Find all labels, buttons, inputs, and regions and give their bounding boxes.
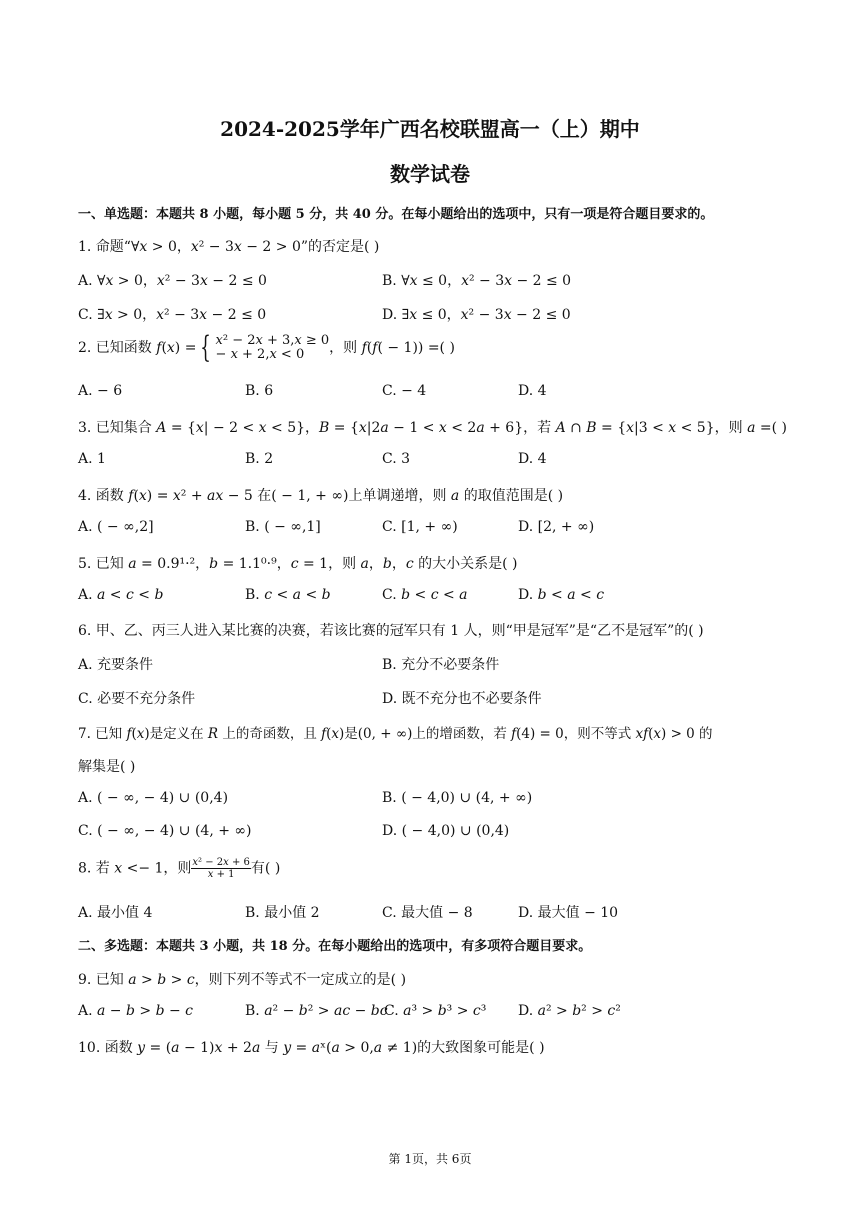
page-footer: 第 1页，共 6页	[388, 1152, 472, 1166]
exam-subtitle: 数学试卷	[390, 162, 470, 186]
fraction-denominator: 𝑥 + 1	[207, 869, 235, 880]
question-8-option-b: B. 最小值 2	[245, 905, 320, 921]
question-3-option-a: A. 1	[78, 451, 106, 467]
question-2-option-a: A. − 6	[78, 383, 123, 399]
question-1-option-d: D. ∃𝑥 ≤ 0，𝑥² − 3𝑥 − 2 ≤ 0	[382, 307, 571, 323]
question-6-option-a: A. 充要条件	[78, 657, 154, 673]
question-5-stem: 5. 已知 𝑎 = 0.9¹·²，𝑏 = 1.1⁰·⁹，𝑐 = 1，则 𝑎，𝑏，𝑐 的大小关系是( )	[78, 556, 518, 572]
question-2-option-c: C. − 4	[382, 383, 427, 399]
question-6-option-b: B. 充分不必要条件	[382, 657, 500, 673]
piecewise-case-2: − 𝑥 + 2,𝑥 < 0	[215, 347, 305, 362]
question-6-stem: 6. 甲、乙、丙三人进入某比赛的决赛，若该比赛的冠军只有 1 人，则“甲是冠军”是“乙不是冠军”的( )	[78, 623, 704, 639]
piecewise-cases	[216, 334, 330, 361]
question-3-option-d: D. 4	[518, 451, 547, 467]
question-2-option-d: D. 4	[518, 383, 547, 399]
question-7-stem-continued: 解集是( )	[78, 759, 136, 775]
question-9-option-c: C. 𝑎³ > 𝑏³ > 𝑐³	[384, 1003, 487, 1019]
question-5-option-b: B. 𝑐 < 𝑎 < 𝑏	[245, 587, 331, 603]
question-8-option-a: A. 最小值 4	[78, 905, 153, 921]
question-2-option-b: B. 6	[245, 383, 274, 399]
question-2-suffix: ，则 𝑓(𝑓( − 1)) =( )	[329, 340, 455, 356]
piecewise-brace: {	[200, 330, 212, 365]
question-10-stem: 10. 函数 𝑦 = (𝑎 − 1)𝑥 + 2𝑎 与 𝑦 = 𝑎ˣ(𝑎 > 0,𝑎 ≠ 1)的大致图象可能是( )	[78, 1040, 545, 1056]
exam-title: 2024-2025学年广西名校联盟高一（上）期中	[220, 117, 640, 141]
question-4-stem: 4. 函数 𝑓(𝑥) = 𝑥² + 𝑎𝑥 − 5 在( − 1, + ∞)上单调递增，则 𝑎 的取值范围是( )	[78, 488, 564, 504]
fraction	[191, 857, 251, 880]
question-9-option-b: B. 𝑎² − 𝑏² > 𝑎𝑐 − 𝑏𝑐	[245, 1003, 388, 1019]
question-4-option-c: C. [1, + ∞)	[382, 519, 458, 535]
question-4-option-a: A. ( − ∞,2]	[78, 519, 154, 535]
question-6-option-d: D. 既不充分也不必要条件	[382, 691, 542, 707]
question-5-option-c: C. 𝑏 < 𝑐 < 𝑎	[382, 587, 468, 603]
question-7-option-a: A. ( − ∞, − 4) ∪ (0,4)	[78, 790, 229, 806]
question-1-option-c: C. ∃𝑥 > 0，𝑥² − 3𝑥 − 2 ≤ 0	[78, 307, 267, 323]
question-7-option-c: C. ( − ∞, − 4) ∪ (4, + ∞)	[78, 823, 252, 839]
question-7-option-b: B. ( − 4,0) ∪ (4, + ∞)	[382, 790, 533, 806]
question-8-prefix: 8. 若 𝑥 <− 1，则	[78, 860, 192, 877]
question-8-option-c: C. 最大值 − 8	[382, 905, 473, 921]
question-4-option-d: D. [2, + ∞)	[518, 519, 595, 535]
question-8-option-d: D. 最大值 − 10	[518, 905, 619, 921]
question-6-option-c: C. 必要不充分条件	[78, 691, 196, 707]
question-3-option-b: B. 2	[245, 451, 274, 467]
question-9-option-a: A. 𝑎 − 𝑏 > 𝑏 − 𝑐	[78, 1003, 194, 1019]
question-3-stem: 3. 已知集合 𝐴 = {𝑥| − 2 < 𝑥 < 5}，𝐵 = {𝑥|2𝑎 − 1 < 𝑥 < 2𝑎 + 6}，若 𝐴 ∩ 𝐵 = {𝑥|3 < 𝑥 < 5}，则 𝑎 =( )	[78, 420, 787, 436]
question-3-option-c: C. 3	[382, 451, 411, 467]
question-4-option-b: B. ( − ∞,1]	[245, 519, 321, 535]
question-9-stem: 9. 已知 𝑎 > 𝑏 > 𝑐，则下列不等式不一定成立的是( )	[78, 972, 407, 988]
question-1-stem: 1. 命题“∀𝑥 > 0，𝑥² − 3𝑥 − 2 > 0”的否定是( )	[78, 239, 380, 255]
question-8-suffix: 有( )	[250, 860, 281, 877]
fraction-numerator: 𝑥² − 2𝑥 + 6	[192, 857, 250, 868]
question-2-stem	[78, 330, 455, 365]
piecewise-case-1: 𝑥² − 2𝑥 + 3,𝑥 ≥ 0	[215, 333, 330, 349]
section-heading-single-choice: 一、单选题：本题共 8 小题，每小题 5 分，共 40 分。在每小题给出的选项中，只有一项是符合题目要求的。	[78, 207, 714, 222]
question-2-prefix: 2. 已知函数 𝑓(𝑥) =	[78, 340, 197, 356]
question-7-stem: 7. 已知 𝑓(𝑥)是定义在 𝑅 上的奇函数，且 𝑓(𝑥)是(0, + ∞)上的增函数，若 𝑓(4) = 0，则不等式 𝑥𝑓(𝑥) > 0 的	[78, 726, 713, 742]
section-heading-multiple-choice: 二、多选题：本题共 3 小题，共 18 分。在每小题给出的选项中，有多项符合题目要求。	[78, 939, 592, 954]
question-5-option-a: A. 𝑎 < 𝑐 < 𝑏	[78, 587, 164, 603]
question-1-option-a: A. ∀𝑥 > 0，𝑥² − 3𝑥 − 2 ≤ 0	[78, 273, 267, 289]
question-1-option-b: B. ∀𝑥 ≤ 0，𝑥² − 3𝑥 − 2 ≤ 0	[382, 273, 572, 289]
question-8-stem	[78, 857, 280, 880]
question-7-option-d: D. ( − 4,0) ∪ (0,4)	[382, 823, 510, 839]
question-5-option-d: D. 𝑏 < 𝑎 < 𝑐	[518, 587, 605, 603]
question-9-option-d: D. 𝑎² > 𝑏² > 𝑐²	[518, 1003, 621, 1019]
